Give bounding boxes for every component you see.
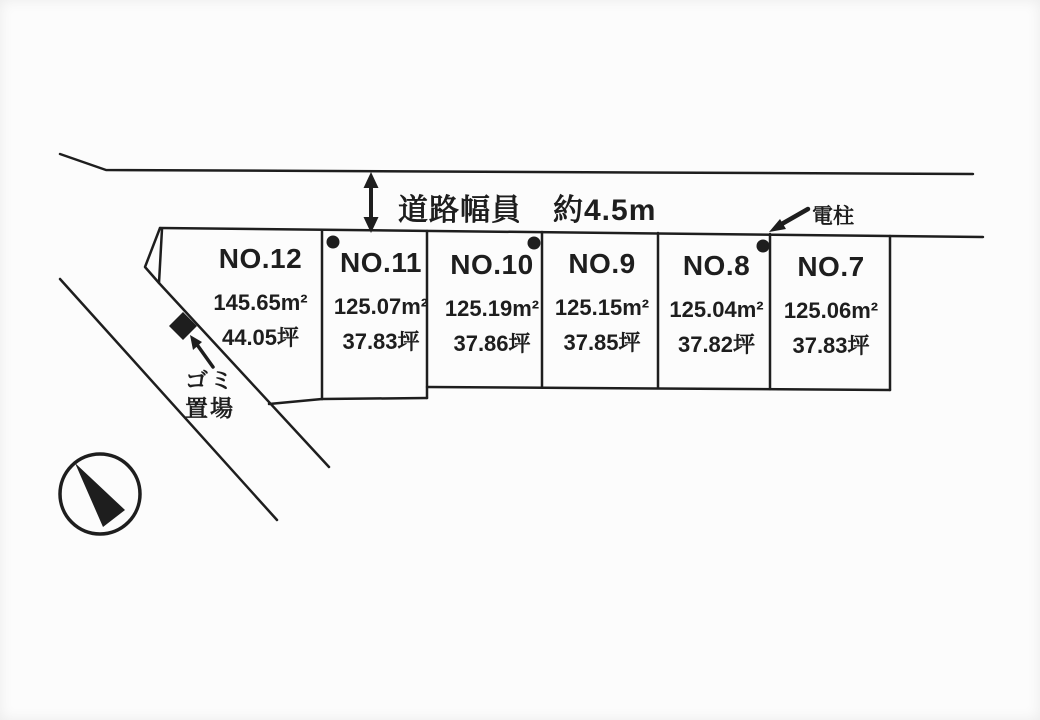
plot-area-m2: 125.04m² bbox=[669, 297, 764, 322]
plot-area-tsubo: 44.05坪 bbox=[221, 325, 300, 350]
road-width-label: 道路幅員 約4.5m bbox=[398, 194, 657, 227]
plot-area-tsubo: 37.83坪 bbox=[342, 329, 420, 354]
road-frontage-line bbox=[160, 228, 983, 237]
plot-area-tsubo: 37.85坪 bbox=[563, 330, 641, 355]
plot-area-m2: 145.65m² bbox=[213, 290, 308, 315]
garbage-area-label bbox=[185, 366, 235, 422]
garbage-area-label-line2: 置場 bbox=[185, 395, 235, 421]
plot-label-no12 bbox=[193, 243, 328, 352]
utility-pole-arrow-icon bbox=[769, 209, 808, 232]
plot11-bottom-line bbox=[322, 398, 427, 399]
plot-name: NO.7 bbox=[797, 251, 865, 282]
plot-area-m2: 125.19m² bbox=[444, 296, 540, 321]
sliver-parcel-outline bbox=[145, 228, 162, 283]
plot-area-m2: 125.06m² bbox=[783, 298, 879, 323]
plot-name: NO.12 bbox=[218, 243, 303, 274]
plot12-bottom-line bbox=[269, 399, 322, 404]
utility-pole-label: 電柱 bbox=[812, 205, 854, 228]
plot-area-tsubo: 37.86坪 bbox=[453, 331, 531, 356]
corner-dot-no10 bbox=[528, 237, 541, 250]
plot-name: NO.9 bbox=[568, 248, 636, 279]
plot-label-no9 bbox=[550, 248, 654, 357]
north-compass-icon bbox=[60, 454, 140, 534]
plot-area-m2: 125.07m² bbox=[333, 294, 429, 319]
plot-name: NO.10 bbox=[450, 249, 534, 280]
road-width-arrow-icon bbox=[364, 172, 379, 233]
garbage-area-label-line1: ゴミ bbox=[185, 367, 235, 393]
plot-label-no7 bbox=[778, 251, 884, 360]
road-top-edge-line bbox=[60, 154, 973, 174]
plot-area-tsubo: 37.83坪 bbox=[792, 333, 870, 358]
plot-label-no11 bbox=[329, 247, 433, 356]
plot-name: NO.8 bbox=[682, 250, 751, 281]
plot-label-no10 bbox=[440, 249, 544, 358]
plot-area-tsubo: 37.82坪 bbox=[677, 332, 756, 357]
plot-name: NO.11 bbox=[340, 247, 422, 278]
plot-area-m2: 125.15m² bbox=[554, 295, 650, 320]
plot-label-no8 bbox=[664, 250, 769, 359]
